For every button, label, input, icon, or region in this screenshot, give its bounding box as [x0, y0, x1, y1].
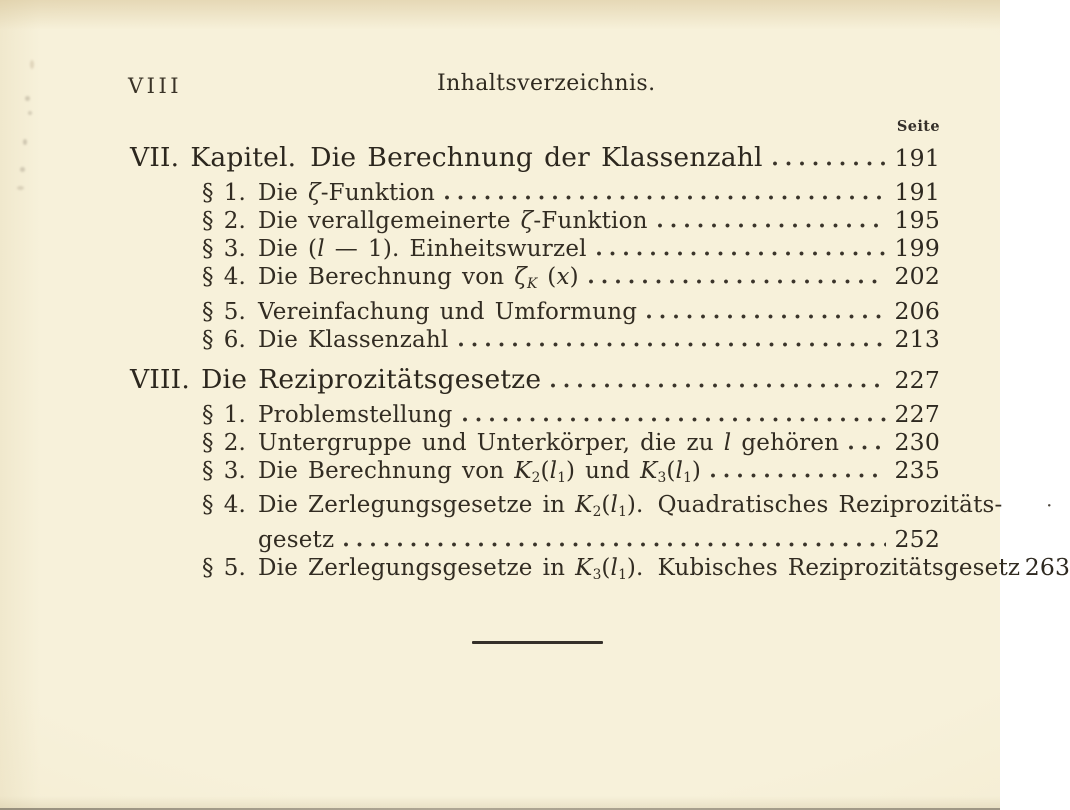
text-run: gesetz: [258, 526, 335, 553]
text-run: K: [526, 275, 538, 292]
text-run: (: [666, 457, 676, 484]
text-run: l: [317, 236, 325, 262]
dot-leader: [711, 473, 886, 478]
dot-leader: [849, 445, 886, 450]
text-run: -Funktion: [533, 208, 648, 234]
toc-entry-row: [0, 263, 940, 298]
text-run: (: [601, 554, 611, 581]
text-run: ζ: [308, 180, 321, 206]
text-run: gehören: [731, 429, 840, 456]
page-ref: 263: [1024, 552, 1070, 581]
scan-artifact: [23, 139, 27, 145]
text-run: ) und: [565, 457, 641, 484]
entry-text: [258, 327, 449, 354]
section-label: § 4.: [202, 491, 247, 518]
dot-leader: [463, 417, 886, 422]
chapter-title-row: [0, 141, 940, 175]
entry-text: [130, 363, 541, 397]
text-run: 1: [618, 566, 627, 583]
print-mark: ·: [1046, 494, 1053, 517]
dot-leader: [344, 542, 886, 547]
text-run: — 1). Einheitswurzel: [324, 236, 587, 262]
dot-leader: [647, 314, 886, 319]
page-ref: 202: [894, 262, 940, 290]
text-run: ).: [626, 554, 644, 581]
section-label: § 2.: [202, 208, 247, 234]
text-run: Die Zerlegungsgesetze in: [258, 491, 576, 518]
toc-entry-row: [0, 457, 940, 492]
entry-text: [258, 208, 648, 235]
text-run: l: [549, 457, 558, 484]
text-run: 1: [683, 469, 692, 486]
scan-artifact: [28, 111, 32, 115]
text-run: Quadratisches Reziprozitäts-: [657, 491, 1003, 518]
scan-artifact: [25, 96, 30, 101]
entry-text: [258, 236, 587, 263]
page-ref: 191: [894, 144, 940, 172]
section-label: § 5.: [202, 554, 247, 581]
text-run: 3: [657, 469, 667, 486]
text-run: Die Berechnung von: [258, 457, 515, 484]
page-ref: 227: [894, 399, 940, 428]
text-run: 3: [592, 566, 602, 583]
page-ref: 206: [894, 296, 940, 325]
text-run: Problemstellung: [258, 401, 453, 428]
text-run: ζ: [520, 208, 534, 234]
toc-entry-row: [0, 207, 940, 235]
toc-entry-row: [0, 552, 1070, 589]
page-ref: 252: [894, 524, 940, 553]
chapter-title-row: [0, 363, 940, 397]
page-ref: 213: [894, 324, 940, 353]
page-ref: 199: [894, 234, 940, 262]
text-run: 2: [531, 469, 541, 486]
section-label: § 2.: [202, 429, 247, 456]
text-run: ).: [626, 491, 644, 518]
entry-text: [258, 299, 637, 326]
text-run: K: [640, 457, 658, 484]
text-run: l: [723, 429, 732, 456]
dot-leader: [551, 383, 886, 388]
dot-leader: [773, 161, 886, 166]
dot-leader: [459, 342, 887, 347]
text-run: Die Berechnung der Klassenzahl: [310, 142, 763, 173]
text-run: Die: [258, 180, 309, 206]
dot-leader: [445, 195, 886, 200]
text-run: Untergruppe und Unterkörper, die zu: [258, 429, 724, 456]
text-run: (: [540, 457, 550, 484]
section-label: § 3.: [202, 236, 247, 262]
text-run: x: [556, 264, 570, 290]
entry-text: [258, 402, 453, 429]
text-run: Die Zerlegungsgesetze in: [258, 554, 576, 581]
text-run: K: [575, 491, 593, 518]
page-column-label: Seite: [896, 118, 940, 135]
text-run: ζ: [514, 264, 527, 290]
scan-artifact: [30, 60, 34, 69]
text-run: l: [610, 554, 619, 581]
toc-entry-row: [0, 326, 940, 354]
text-run: Vereinfachung und Umformung: [258, 298, 638, 325]
page-ref: 227: [894, 365, 940, 394]
text-run: 1: [618, 503, 627, 520]
entry-text: [258, 264, 579, 298]
text-run: Kubisches Reziprozitätsgesetz: [657, 554, 1021, 581]
text-run: K: [575, 554, 593, 581]
text-run: Die verallgemeinerte: [258, 208, 521, 234]
text-run: (: [601, 491, 611, 518]
toc-entry-row: [0, 235, 940, 263]
text-run: K: [514, 457, 532, 484]
page-ref: 230: [894, 427, 940, 456]
dot-leader: [589, 279, 886, 284]
toc-entry-row: [0, 401, 940, 429]
scan-artifact: [20, 167, 25, 172]
entry-text: [258, 492, 1003, 526]
toc-entry-row: [0, 429, 940, 457]
section-label: § 4.: [202, 264, 247, 290]
section-label: § 5.: [202, 298, 247, 325]
entry-text: [258, 458, 701, 492]
running-title: Inhaltsverzeichnis.: [437, 71, 656, 96]
text-run: ): [569, 264, 579, 290]
section-label: § 3.: [202, 457, 247, 484]
entry-text: [258, 527, 334, 554]
toc-entry-continuation: [0, 526, 940, 554]
scan-artifact: [17, 186, 24, 190]
text-run: 1: [557, 469, 566, 486]
toc-entry-row: [0, 179, 940, 207]
text-run: -Funktion: [320, 180, 436, 206]
toc-entry-row: [0, 491, 1053, 526]
text-run: VII. Kapitel.: [130, 142, 297, 173]
text-run: l: [610, 491, 619, 518]
text-run: Die Berechnung von: [258, 264, 515, 290]
entry-text: [258, 555, 1020, 589]
entry-text: [258, 430, 839, 457]
section-label: § 6.: [202, 326, 247, 353]
footer-rule: [472, 641, 603, 644]
entry-text: [130, 141, 763, 175]
table-of-contents: [0, 141, 1070, 588]
text-run: 2: [592, 503, 602, 520]
text-run: ): [691, 457, 702, 484]
page-ref: 195: [894, 206, 940, 234]
text-run: l: [675, 457, 684, 484]
dot-leader: [597, 251, 886, 256]
text-run: Die (: [258, 236, 318, 262]
text-run: Die Klassenzahl: [258, 326, 449, 353]
text-run: (: [537, 264, 557, 290]
entry-text: [258, 180, 435, 207]
toc-entry-row: [0, 298, 940, 326]
page-ref: 235: [894, 455, 940, 484]
page-ref: 191: [894, 178, 940, 206]
section-label: § 1.: [202, 401, 247, 428]
dot-leader: [658, 223, 886, 228]
text-run: VIII. Die Reziprozitätsgesetze: [130, 363, 542, 395]
folio-number: VIII: [128, 74, 183, 98]
section-label: § 1.: [202, 180, 247, 206]
